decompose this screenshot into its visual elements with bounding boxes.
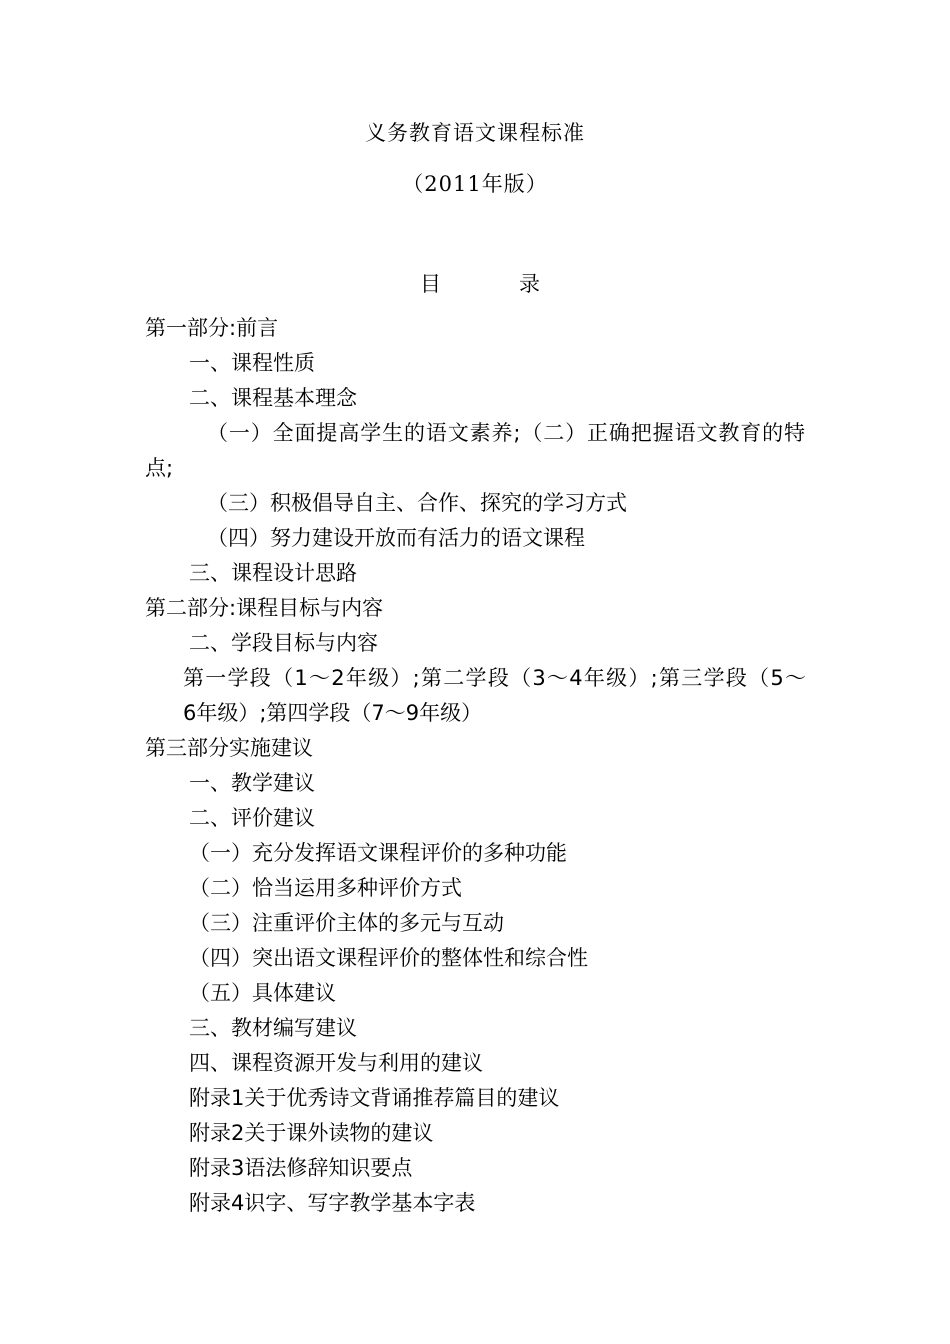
toc-subsection xyxy=(0,906,950,941)
toc-text: 三、课程设计思路 xyxy=(189,561,357,585)
toc-subsection xyxy=(0,941,950,976)
toc-text: 二、评价建议 xyxy=(189,806,315,830)
toc-subsection xyxy=(0,521,950,556)
toc-subsection-wrapped xyxy=(0,416,950,451)
toc-text: 四、课程资源开发与利用的建议 xyxy=(189,1051,483,1075)
toc-heading xyxy=(420,268,540,300)
toc-appendix xyxy=(0,1116,950,1151)
toc-part-2 xyxy=(0,591,950,626)
toc-text: 第二部分:课程目标与内容 xyxy=(145,596,384,620)
toc-stages-wrapped xyxy=(0,661,950,696)
toc-text: （一）充分发挥语文课程评价的多种功能 xyxy=(189,841,567,865)
toc-section xyxy=(0,801,950,836)
toc-text: （四）突出语文课程评价的整体性和综合性 xyxy=(189,946,588,970)
toc-section xyxy=(0,766,950,801)
document-subtitle: （2011年版） xyxy=(402,172,548,196)
document-title: 义务教育语文课程标准 xyxy=(365,121,585,145)
toc-text: 一、课程性质 xyxy=(189,351,315,375)
toc-heading-char-1: 目 xyxy=(420,272,441,296)
toc-heading-char-2: 录 xyxy=(519,272,540,296)
toc-subsection xyxy=(0,486,950,521)
toc-section xyxy=(0,626,950,661)
toc-text: 第一学段（1～2年级）;第二学段（3～4年级）;第三学段（5～ xyxy=(183,666,806,690)
toc-section xyxy=(0,346,950,381)
toc-text: （二）恰当运用多种评价方式 xyxy=(189,876,462,900)
toc-text: 三、教材编写建议 xyxy=(189,1016,357,1040)
toc-appendix xyxy=(0,1081,950,1116)
table-of-contents xyxy=(0,311,950,1221)
toc-text: 点; xyxy=(145,456,174,480)
toc-section xyxy=(0,556,950,591)
toc-text: 附录3语法修辞知识要点 xyxy=(189,1156,413,1180)
toc-continuation xyxy=(0,696,950,731)
toc-part-1 xyxy=(0,311,950,346)
toc-text: 二、学段目标与内容 xyxy=(189,631,378,655)
toc-part-3 xyxy=(0,731,950,766)
toc-text: 附录1关于优秀诗文背诵推荐篇目的建议 xyxy=(189,1086,560,1110)
toc-text: 附录2关于课外读物的建议 xyxy=(189,1121,434,1145)
toc-text: 第一部分:前言 xyxy=(145,316,279,340)
toc-section xyxy=(0,1046,950,1081)
toc-section xyxy=(0,1011,950,1046)
toc-text: （三）积极倡导自主、合作、探究的学习方式 xyxy=(207,491,627,515)
toc-text: 第三部分实施建议 xyxy=(145,736,313,760)
toc-subsection xyxy=(0,976,950,1011)
toc-appendix xyxy=(0,1151,950,1186)
toc-subsection xyxy=(0,836,950,871)
toc-text: （一）全面提高学生的语文素养;（二）正确把握语文教育的特 xyxy=(207,421,805,445)
toc-text: 二、课程基本理念 xyxy=(189,386,357,410)
toc-continuation xyxy=(0,451,950,486)
toc-subsection xyxy=(0,871,950,906)
toc-text: 6年级）;第四学段（7～9年级） xyxy=(183,701,483,725)
toc-section xyxy=(0,381,950,416)
toc-text: （五）具体建议 xyxy=(189,981,336,1005)
toc-text: （三）注重评价主体的多元与互动 xyxy=(189,911,504,935)
toc-appendix xyxy=(0,1186,950,1221)
toc-text: （四）努力建设开放而有活力的语文课程 xyxy=(207,526,585,550)
toc-text: 附录4识字、写字教学基本字表 xyxy=(189,1191,476,1215)
toc-text: 一、教学建议 xyxy=(189,771,315,795)
